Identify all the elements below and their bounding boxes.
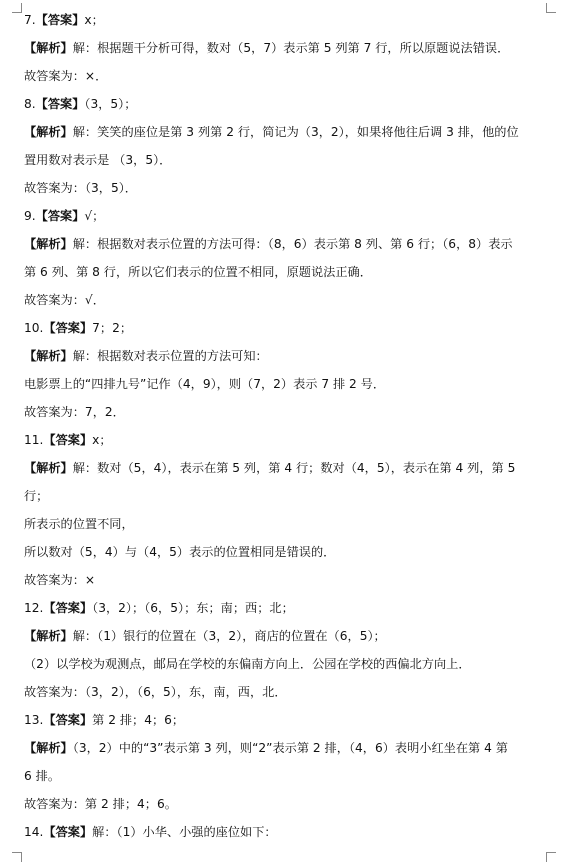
- section-label: 【答案】: [35, 13, 85, 27]
- text-line: [24, 314, 554, 342]
- text-line: [24, 538, 554, 566]
- text-line: [24, 6, 554, 34]
- line-text: 10.: [24, 321, 44, 335]
- section-label: 【答案】: [43, 433, 93, 447]
- line-text: 12.: [24, 601, 44, 615]
- document-body: [24, 6, 554, 846]
- text-line: [24, 62, 554, 90]
- text-line: [24, 510, 554, 538]
- line-text: 行；: [24, 489, 49, 503]
- text-line: [24, 734, 554, 762]
- line-text: 7.: [24, 13, 36, 27]
- line-text: 故答案为：7，2．: [24, 405, 125, 419]
- section-label: 【解析】: [24, 461, 73, 475]
- line-text: 第 2 排；4；6；: [92, 713, 185, 727]
- section-label: 【解析】: [24, 349, 73, 363]
- text-line: [24, 34, 554, 62]
- crop-mark-top-left: [12, 3, 22, 13]
- crop-mark-bottom-right: [546, 852, 556, 862]
- text-line: [24, 202, 554, 230]
- section-label: 【解析】: [24, 741, 73, 755]
- text-line: [24, 426, 554, 454]
- crop-mark-bottom-left: [12, 852, 22, 862]
- section-label: 【解析】: [24, 125, 73, 139]
- line-text: 故答案为：×．: [24, 69, 108, 83]
- line-text: 解：笑笑的座位是第 3 列第 2 行，简记为（3，2），如果将他往后调 3 排，他的位: [72, 125, 519, 139]
- line-text: 8.: [24, 97, 36, 111]
- line-text: 解：根据题干分析可得，数对（5，7）表示第 5 列第 7 行，所以原题说法错误．: [72, 41, 510, 55]
- line-text: 6 排。: [24, 769, 61, 783]
- text-line: [24, 286, 554, 314]
- text-line: [24, 566, 554, 594]
- text-line: [24, 90, 554, 118]
- section-label: 【答案】: [35, 209, 85, 223]
- line-text: 14.: [24, 825, 44, 839]
- line-text: （3，5）；: [84, 97, 137, 111]
- section-label: 【答案】: [43, 601, 93, 615]
- line-text: 7；2；: [92, 321, 133, 335]
- text-line: [24, 482, 554, 510]
- line-text: （2）以学校为观测点，邮局在学校的东偏南方向上．公园在学校的西偏北方向上．: [24, 657, 471, 671]
- text-line: [24, 342, 554, 370]
- line-text: 解：（1）银行的位置在（3，2），商店的位置在（6，5）；: [72, 629, 386, 643]
- text-line: [24, 818, 554, 846]
- line-text: 9.: [24, 209, 36, 223]
- line-text: 第 6 列、第 8 行，所以它们表示的位置不相同，原题说法正确．: [24, 265, 372, 279]
- line-text: 置用数对表示是 （3，5）．: [24, 153, 172, 167]
- line-text: 解：根据数对表示位置的方法可知：: [72, 349, 268, 363]
- section-label: 【解析】: [24, 41, 73, 55]
- line-text: 11.: [24, 433, 44, 447]
- line-text: 所以数对（5，4）与（4，5）表示的位置相同是错误的．: [24, 545, 336, 559]
- text-line: [24, 370, 554, 398]
- line-text: 故答案为：×: [24, 573, 96, 587]
- text-line: [24, 174, 554, 202]
- line-text: 解：数对（5，4），表示在第 5 列，第 4 行；数对（4，5），表示在第 4 列，第 5: [72, 461, 516, 475]
- text-line: [24, 762, 554, 790]
- line-text: 故答案为：（3，2），（6，5），东，南，西，北．: [24, 685, 287, 699]
- text-line: [24, 678, 554, 706]
- section-label: 【答案】: [43, 713, 93, 727]
- text-line: [24, 118, 554, 146]
- line-text: 13.: [24, 713, 44, 727]
- section-label: 【答案】: [43, 825, 93, 839]
- text-line: [24, 622, 554, 650]
- line-text: √；: [84, 209, 105, 223]
- line-text: x；: [92, 433, 112, 447]
- line-text: （3，2）中的“3”表示第 3 列，则“2”表示第 2 排，（4，6）表明小红坐在第 4 第: [72, 741, 508, 755]
- line-text: 故答案为：（3，5）．: [24, 181, 137, 195]
- text-line: [24, 594, 554, 622]
- line-text: 解：（1）小华、小强的座位如下：: [92, 825, 277, 839]
- text-line: [24, 454, 554, 482]
- text-line: [24, 706, 554, 734]
- text-line: [24, 230, 554, 258]
- line-text: 故答案为：√．: [24, 293, 105, 307]
- line-text: 电影票上的“四排九号”记作（4，9），则（7，2）表示 7 排 2 号．: [24, 377, 386, 391]
- section-label: 【解析】: [24, 629, 73, 643]
- line-text: x；: [84, 13, 104, 27]
- text-line: [24, 790, 554, 818]
- section-label: 【答案】: [43, 321, 93, 335]
- section-label: 【解析】: [24, 237, 73, 251]
- text-line: [24, 398, 554, 426]
- text-line: [24, 146, 554, 174]
- line-text: 故答案为：第 2 排；4；6。: [24, 797, 177, 811]
- text-line: [24, 258, 554, 286]
- section-label: 【答案】: [35, 97, 85, 111]
- text-line: [24, 650, 554, 678]
- line-text: 解：根据数对表示位置的方法可得：（8，6）表示第 8 列、第 6 行；（6，8）表示: [72, 237, 513, 251]
- line-text: （3，2）；（6，5）；东；南；西；北；: [92, 601, 294, 615]
- line-text: 所表示的位置不同，: [24, 517, 134, 531]
